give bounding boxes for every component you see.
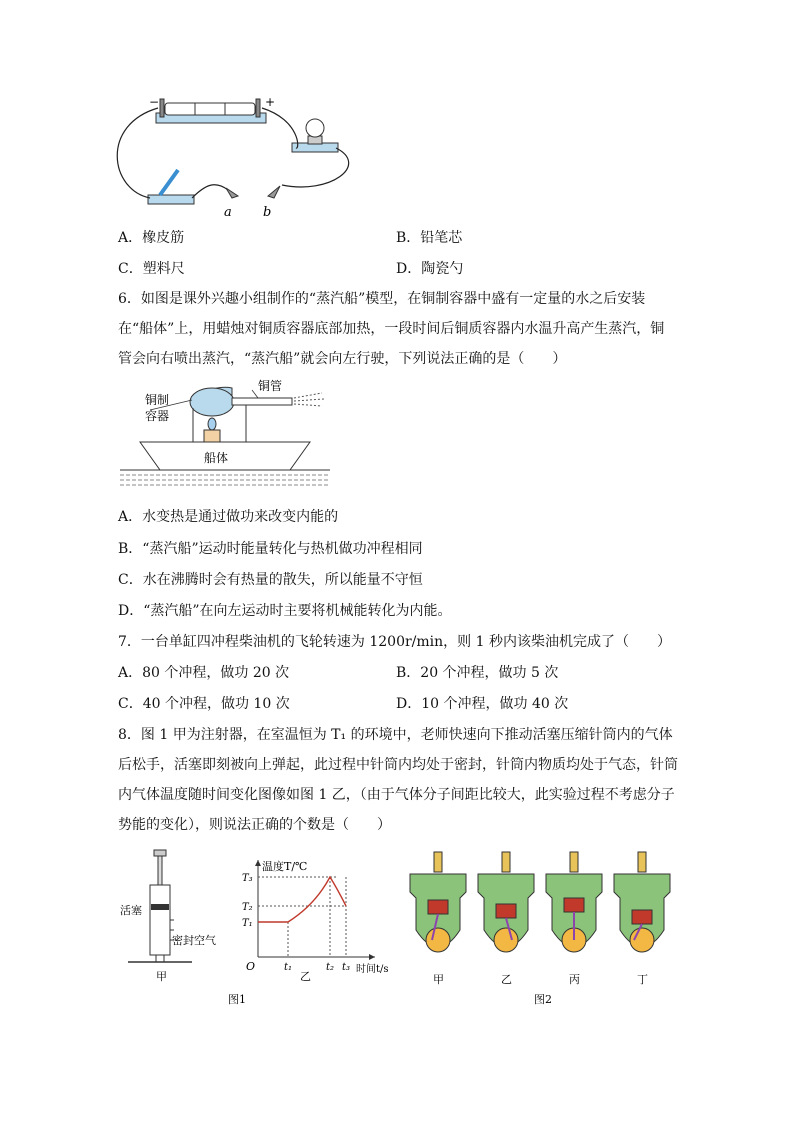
battery-minus: −: [149, 95, 160, 109]
label-hull: 船体: [204, 451, 229, 465]
q6-option-b: B．“蒸汽船”运动时能量转化与热机做功冲程相同: [118, 541, 423, 557]
label-pipe: 铜管: [258, 379, 283, 393]
label-container-2: 容器: [145, 409, 170, 423]
tick-t3: T₃: [242, 873, 253, 884]
q7-stem: 7．一台单缸四冲程柴油机的飞轮转速为 1200r/min，则 1 秒内该柴油机完成了（ ）: [118, 634, 671, 650]
q7-option-c: C．40 个冲程，做功 10 次: [118, 696, 290, 712]
x-axis-label: 时间t/s: [356, 964, 389, 975]
label-container-1: 铜制: [145, 393, 170, 407]
tick-t1: T₁: [242, 918, 253, 929]
temperature-chart: [255, 860, 375, 960]
q6-option-c: C．水在沸腾时会有热量的散失，所以能量不守恒: [118, 572, 423, 588]
q7-option-d: D．10 个冲程，做功 40 次: [396, 696, 569, 712]
q7-option-a: A．80 个冲程，做功 20 次: [118, 665, 290, 681]
y-axis-label: 温度T/℃: [262, 860, 308, 873]
q5-option-d: D．陶瓷勺: [396, 261, 464, 277]
fig2-label-ding: 丁: [637, 973, 648, 986]
tick-xt3: t₃: [342, 962, 351, 973]
temperature-curve: [258, 877, 346, 922]
tick-xt2: t₂: [326, 962, 335, 973]
q5-option-b: B．铅笔芯: [396, 230, 463, 246]
tick-xt1: t₁: [284, 962, 293, 973]
fig2-label-yi: 乙: [501, 973, 512, 986]
label-jia-1: 甲: [156, 970, 167, 983]
fig2-label-jia: 甲: [433, 973, 444, 986]
origin-label: O: [246, 960, 256, 973]
label-piston: 活塞: [120, 904, 142, 917]
label-a: a: [224, 205, 232, 220]
tick-t2: T₂: [242, 902, 253, 913]
q7-option-b: B．20 个冲程，做功 5 次: [396, 665, 559, 681]
fig2-label-bing: 丙: [569, 973, 580, 986]
q6-option-d: D．“蒸汽船”在向左运动时主要将机械能转化为内能。: [118, 603, 452, 619]
figure-1-caption: 图1: [228, 993, 246, 1006]
q5-option-a: A．橡皮筋: [118, 230, 185, 246]
battery-plus: +: [265, 95, 276, 109]
engine-strokes: [410, 852, 670, 952]
label-sealed-air: 密封空气: [172, 934, 216, 947]
label-b: b: [263, 205, 272, 220]
figure-2-caption: 图2: [534, 993, 552, 1006]
q6-stem: 6．如图是课外兴趣小组制作的“蒸汽船”模型，在铜制容器中盛有一定量的水之后安装在“船体”上，用蜡烛对铜质容器底部加热，一段时间后铜质容器内水温升高产生蒸汽，铜管会向右喷出蒸汽，“蒸汽船”就会向左行驶，下列说法正确的是（ ）: [118, 291, 665, 367]
label-yi-1: 乙: [300, 970, 311, 983]
q6-option-a: A．水变热是通过做功来改变内能的: [118, 509, 339, 525]
q5-option-c: C．塑料尺: [118, 261, 185, 277]
q8-stem: 8．图 1 甲为注射器，在室温恒为 T₁ 的环境中，老师快速向下推动活塞压缩针筒内的气体后松手，活塞即刻被向上弹起，此过程中针筒内均处于密封，针筒内物质均处于气态，针筒内气体温度随时间变化图像如图 1 乙，（由于气体分子间距比较大，此实验过程不考虑分子势能的变化），则说法正确的个数是（ ）: [118, 727, 678, 833]
